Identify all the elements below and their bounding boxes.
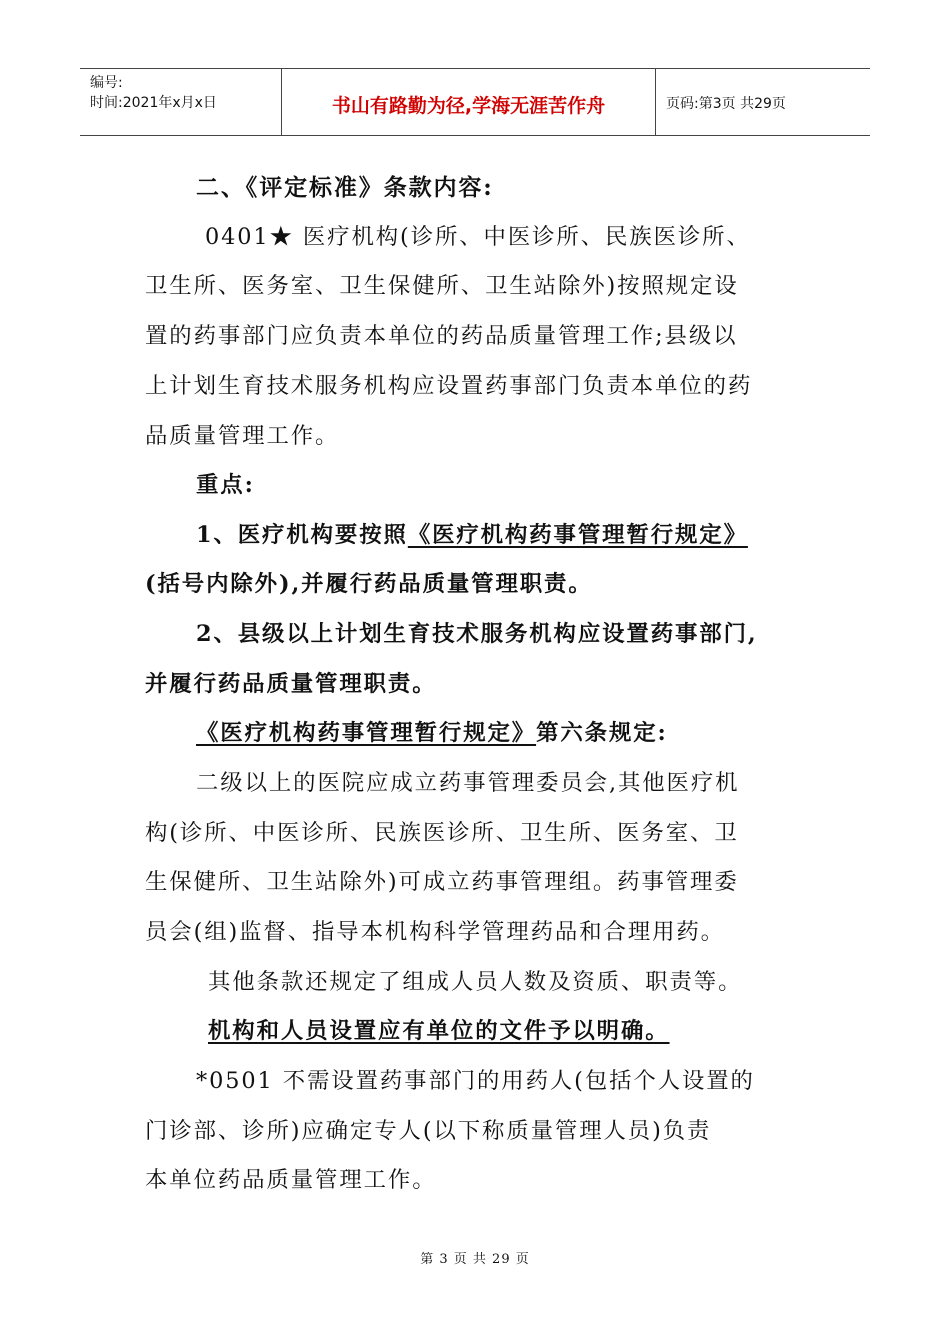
clause-0401-line-2: 卫生所、医务室、卫生保健所、卫生站除外)按照规定设 — [145, 273, 739, 299]
regulation-text-line-4: 员会(组)监督、指导本机构科学管理药品和合理用药。 — [145, 919, 725, 945]
document-requirement: 机构和人员设置应有单位的文件予以明确。 — [208, 1018, 670, 1044]
clause-0401-line-1: 0401★ 医疗机构(诊所、中医诊所、民族医诊所、 — [205, 224, 751, 250]
regulation-text-line-2: 构(诊所、中医诊所、民族医诊所、卫生所、医务室、卫 — [145, 820, 739, 846]
key-point-2-line-1: 2、县级以上计划生育技术服务机构应设置药事部门, — [196, 621, 758, 647]
key-point-2-line-2: 并履行药品质量管理职责。 — [145, 671, 437, 697]
regulation-article: 第六条规定: — [536, 720, 668, 746]
regulation-heading — [196, 718, 668, 748]
regulation-text-line-3: 生保健所、卫生站除外)可成立药事管理组。药事管理委 — [145, 869, 739, 895]
key-point-1-regulation-ref: 《医疗机构药事管理暂行规定》 — [407, 522, 748, 548]
clause-0401-line-4: 上计划生育技术服务机构应设置药事部门负责本单位的药 — [145, 373, 753, 399]
document-number-label: 编号: — [90, 75, 123, 91]
document-time-label: 时间:2021年x月x日 — [90, 95, 217, 111]
clause-0401-line-3: 置的药事部门应负责本单位的药品质量管理工作;县级以 — [145, 323, 738, 349]
clause-0501-line-1: *0501 不需设置药事部门的用药人(包括个人设置的 — [196, 1068, 755, 1094]
header-page-info: 页码:第3页 共29页 — [666, 96, 786, 112]
header-motto: 书山有路勤为径,学海无涯苦作舟 — [282, 69, 656, 135]
clause-0501-line-2: 门诊部、诊所)应确定专人(以下称质量管理人员)负责 — [145, 1118, 712, 1144]
regulation-text-line-1: 二级以上的医院应成立药事管理委员会,其他医疗机 — [196, 770, 740, 796]
section-title: 二、《评定标准》条款内容: — [196, 174, 494, 201]
regulation-ref: 《医疗机构药事管理暂行规定》 — [196, 720, 537, 746]
other-clauses-note: 其他条款还规定了组成人员人数及资质、职责等。 — [208, 969, 743, 995]
clause-0401-line-5: 品质量管理工作。 — [145, 423, 340, 449]
header-meta-cell — [80, 69, 282, 135]
clause-0501-line-3: 本单位药品质量管理工作。 — [145, 1167, 437, 1193]
key-point-1-prefix: 1、医疗机构要按照 — [196, 522, 408, 548]
key-point-1 — [196, 520, 748, 550]
page-header — [80, 68, 870, 136]
page-footer-number: 第 3 页 共 29 页 — [420, 1252, 530, 1267]
key-point-1-line-2: (括号内除外),并履行药品质量管理职责。 — [145, 571, 593, 597]
key-points-label: 重点: — [196, 472, 255, 498]
